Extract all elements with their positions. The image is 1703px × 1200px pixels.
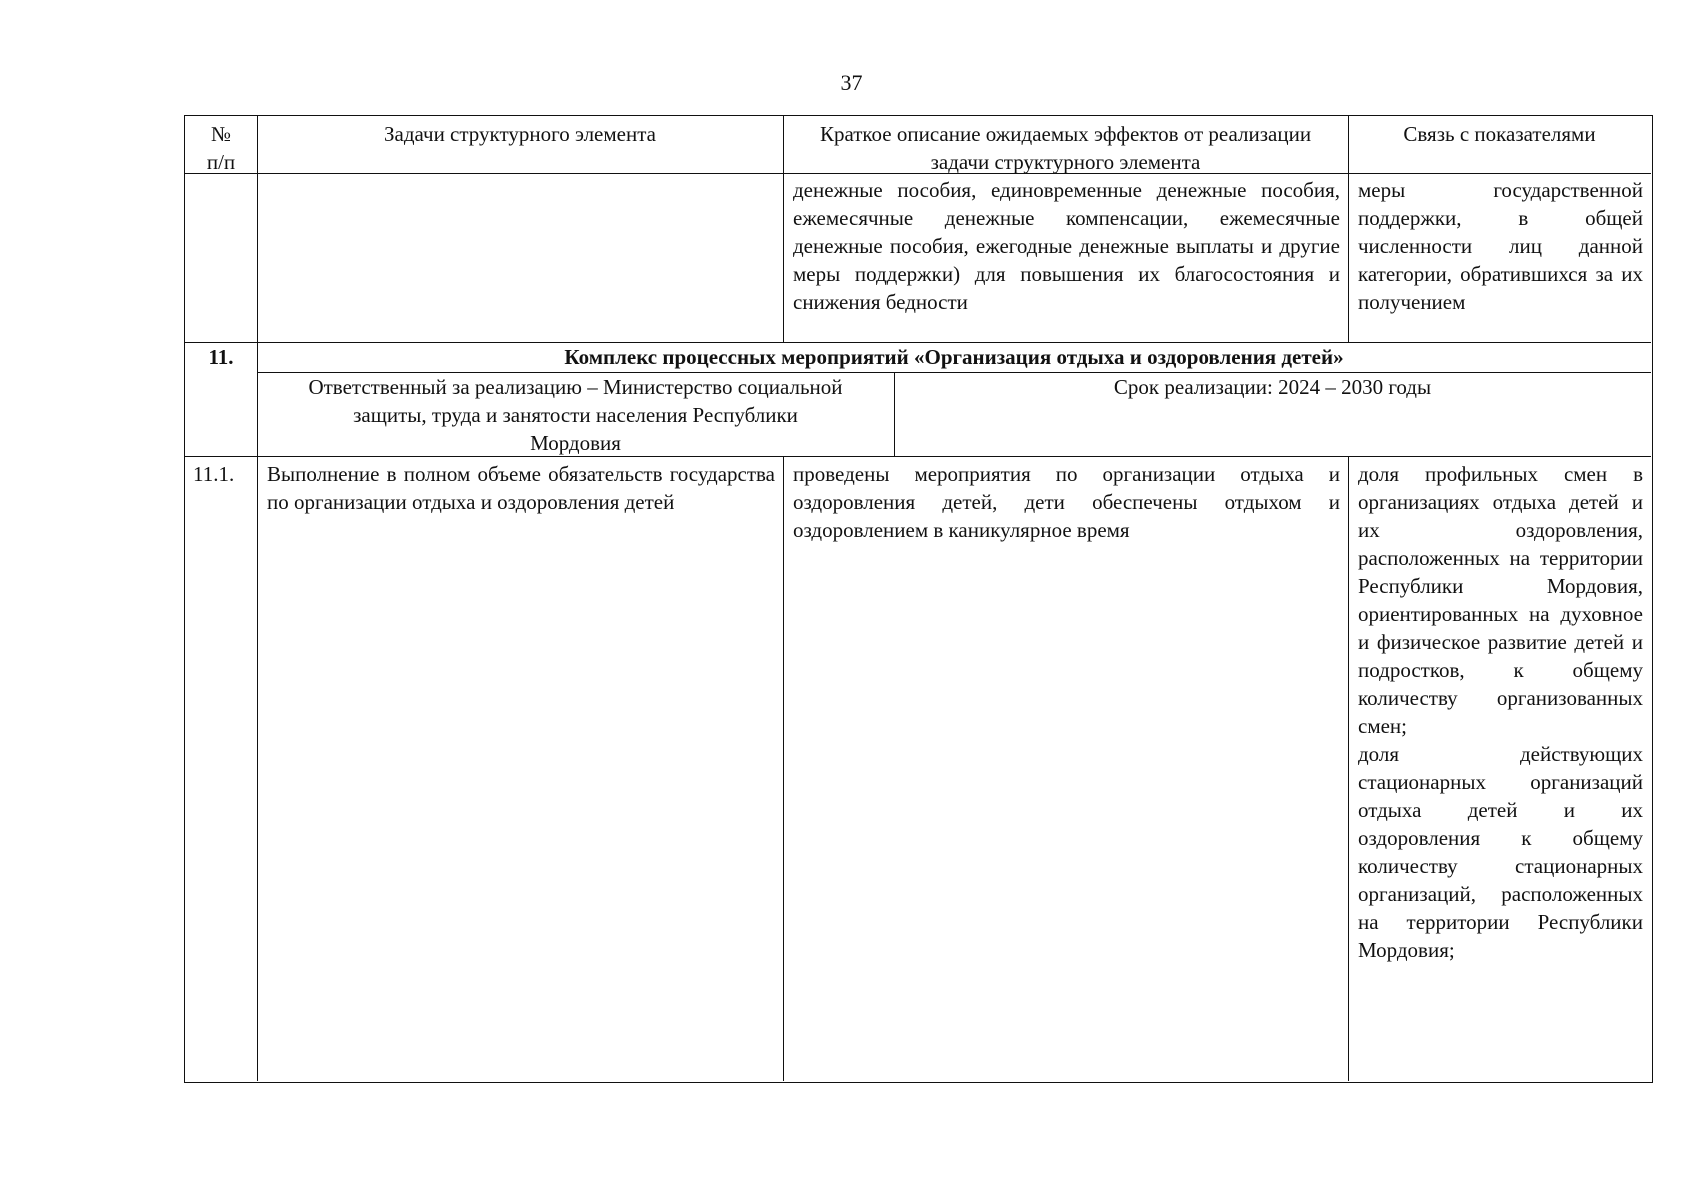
section-title: Комплекс процессных мероприятий «Организация отдыха и оздоровления детей»: [564, 345, 1344, 369]
row-task: Выполнение в полном объеме обязательств государства по организации отдыха и оздоровления детей: [267, 462, 775, 514]
col-divider-2-lower: [783, 456, 784, 1081]
page-number: 37: [840, 70, 863, 95]
row-effects: проведены мероприятия по организации отдыха и оздоровления детей, дети обеспечены отдыхом и оздоровлением в каникулярное время: [793, 462, 1340, 542]
section-responsible: Ответственный за реализацию – Министерство социальной защиты, труда и занятости населения Республики Мордовия: [308, 375, 843, 455]
header-effects: Краткое описание ожидаемых эффектов от реализации задачи структурного элемента: [819, 122, 1312, 174]
header-number: № п/п: [206, 122, 236, 174]
section-number: 11.: [208, 345, 234, 369]
section-term: Срок реализации: 2024 – 2030 годы: [1113, 375, 1432, 399]
continuation-effects: денежные пособия, единовременные денежные пособия, ежемесячные денежные компенсации, ежемесячные денежные пособия, ежегодные денежные выплаты и другие меры поддержки) для повышения их благосостояния и снижения бедности: [793, 178, 1340, 314]
header-indicators: Связь с показателями: [1403, 122, 1596, 146]
col-divider-1: [257, 116, 258, 1081]
row-indicators: доля профильных смен в организациях отдыха детей и их оздоровления, расположенных на территории Республики Мордовия, ориентированных на духовное и физическое развитие детей и подростков, к общему количеству организованных смен; доля действующих стационарных организаций отдыха детей и их оздоровления к общему количеству стационарных организаций, расположенных на территории Республики Мордовия;: [1358, 462, 1643, 962]
continuation-indicators: меры государственной поддержки, в общей численности лиц данной категории, обратившихся за их получением: [1358, 178, 1643, 314]
header-tasks: Задачи структурного элемента: [384, 122, 656, 146]
row-number: 11.1.: [193, 462, 235, 486]
structural-element-table: [184, 115, 1653, 1083]
